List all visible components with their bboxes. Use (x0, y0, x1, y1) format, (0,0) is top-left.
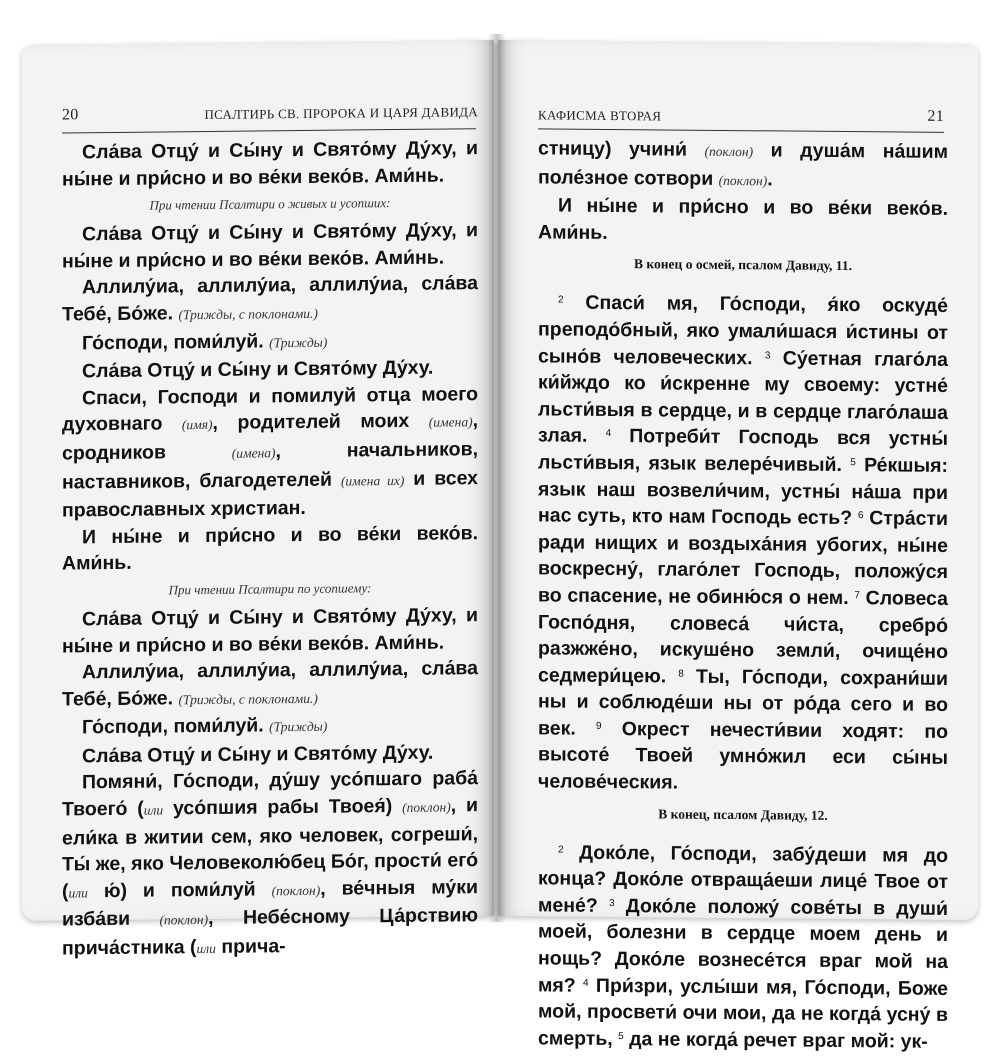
text-run: Сла́ва Отцу́ и Сы́ну и Свято́му Ду́ху. (82, 356, 434, 383)
text-run: Доко́ле положу́ сове́ты в души́ моей, болезни в сердце моем день и нощь? Доко́ле вознесе́тся враг мой на мя? (538, 894, 948, 997)
text-run: . (767, 167, 773, 190)
text-run: Су́етная глаго́ла ки́йждо ко и́скренне му своему: устне́ льсти́выя в сердце, и в сердце глаго́лаша злая. (538, 346, 949, 448)
right-page-text (538, 135, 948, 1055)
text-run: , и ели́ка в житии сем, яко человек, согреши́, Ты́ же, яко Человеколю́бец Бо́г, прости́ его́ ( (62, 794, 479, 903)
text-run: Спаси́ мя, Го́споди, я́ко оскуде́ преподо́бный, яко умали́шася и́стины от сыно́в человеческих. (538, 291, 948, 369)
prayer-paragraph (62, 602, 478, 660)
text-run: Окрест нечести́вии ходят: по высоте́ Твоей умно́жил еси сы́ны челове́ческия. (538, 717, 949, 794)
psalm-title: В конец, псалом Давиду, 12. (658, 806, 828, 823)
verse-number: 4 (605, 428, 612, 440)
continued-paragraph (538, 135, 948, 196)
text-run: Ты, Го́споди, сохрани́ши ны и соблюде́ши ны от ро́да сего и во век. (538, 665, 948, 740)
text-run: Сла́ва Отцу́ и Сы́ну и Свято́му Ду́ху, и ны́не и при́сно и во ве́ки веко́в. Ами́нь. (62, 137, 478, 191)
running-head: ПСАЛТИРЬ СВ. ПРОРОКА И ЦАРЯ ДАВИДА (204, 104, 478, 123)
right-page-header (538, 104, 944, 130)
verse-number: 3 (764, 349, 771, 361)
text-run: Помяни́, Го́споди, ду́шу усо́пшаго раба́ Твоего́ ( (62, 767, 478, 821)
book-spine (488, 34, 506, 922)
text-run: Сла́ва Отцу́ и Сы́ну и Свято́му Ду́ху, и ны́не и при́сно и во ве́ки веко́в. Ами́нь. (62, 219, 478, 273)
prayer-paragraph (538, 193, 948, 250)
verse-number: 2 (558, 844, 564, 856)
left-page (22, 40, 494, 960)
page-number: 20 (62, 106, 79, 124)
prayer-paragraph (62, 271, 478, 331)
liturgical-note: (имена) (428, 414, 473, 431)
text-run: , Небе́сному Ца́рствию прича́стника ( (62, 904, 478, 960)
text-run: стницу) учини́ (538, 137, 705, 161)
liturgical-note: (Трижды, с поклонами.) (178, 690, 318, 707)
text-run: Аллилу́иа, аллилу́иа, аллилу́иа, сла́ва Тебе́, Бо́же. (62, 657, 478, 711)
left-page-text (62, 135, 478, 964)
text-run: Ре́кшыя: язык наш возвели́чим, устны́ на́ша при нас суть, кто нам Господь есть? (538, 454, 948, 530)
prayer-paragraph (62, 710, 478, 743)
text-run: ю́) и поми́луй (87, 878, 272, 903)
prayer-paragraph (538, 290, 948, 799)
rubric-instruction: При чтении Псалтири по усопшему: (168, 580, 372, 598)
text-run: И ны́не и при́сно и во ве́ки веко́в. Ами́нь. (538, 194, 948, 244)
prayer-paragraph (62, 354, 478, 385)
text-run: При́зри, услы́ши мя, Го́споди, Боже мой, просвети́ очи мои, да не когда́ усну́ в смерть, (538, 974, 948, 1050)
verse-number: 5 (618, 1030, 624, 1042)
text-run: Потреби́т Господь вся устны́ льсти́выя, язык велере́чивый. (538, 425, 948, 477)
liturgical-note: (Трижды) (269, 719, 328, 735)
text-run: усо́пшия рабы Твоея́) (163, 795, 403, 820)
text-run: Сла́ва Отцу́ и Сы́ну и Свято́му Ду́ху, и ны́не и при́сно и во ве́ки веко́в. Ами́нь. (62, 604, 478, 658)
text-run: Спаси, Господи и помилуй отца моего духовнаго (62, 382, 478, 436)
text-run: , родителей моих (212, 410, 429, 435)
liturgical-note: (Трижды, с поклонами.) (178, 305, 318, 323)
text-run: Словеса Госпо́дня, словеса́ чи́ста, сребро́ разжже́но, искуше́но земли́, очище́но седмери́цею. (538, 587, 948, 688)
prayer-paragraph (538, 839, 948, 1055)
text-run: , начальников, наставников, благодетелей (62, 438, 478, 494)
prayer-paragraph (62, 135, 478, 193)
verse-number: 5 (850, 457, 856, 469)
liturgical-note: (поклон) (271, 882, 321, 899)
text-run: да не когда́ речет враг мой: ук- (623, 1027, 928, 1053)
liturgical-note: (поклон) (402, 799, 451, 816)
prayer-paragraph (62, 766, 478, 965)
text-run: , сродников (62, 409, 479, 465)
verse-number: 2 (558, 294, 564, 306)
psalm-title: В конец о осмей, псалом Давиду, 11. (634, 256, 852, 274)
rubric-instruction: При чтении Псалтири о живых и усопших: (149, 195, 391, 213)
text-run: Го́споди, поми́луй. (82, 329, 270, 354)
text-run: прича- (215, 935, 286, 958)
verse-number: 7 (854, 590, 860, 602)
right-page (498, 40, 978, 1053)
text-run: и душа́м на́шим поле́зное сотвори (538, 139, 949, 190)
verse-number: 4 (583, 977, 589, 989)
liturgical-note: или (196, 940, 216, 957)
text-run: И ны́не и при́сно и во ве́ки веко́в. Ами́нь. (62, 521, 478, 575)
text-run: , ве́чныя му́ки изба́ви (62, 876, 478, 931)
liturgical-note: или (68, 885, 88, 901)
text-run: Доко́ле, Го́споди, забу́деши мя до конца? Доко́ле отвраща́еши лице́ Твое от мене́? (538, 841, 948, 917)
page-number: 21 (927, 107, 944, 125)
text-run: Стра́сти ради нищих и воздыха́ния убогих, ны́не воскресну́, глаго́лет Господь, положу́ся во спасение, не обиню́ся о нем. (538, 507, 948, 610)
text-run: Аллилу́иа, аллилу́иа, аллилу́иа, сла́ва Тебе́, Бо́же. (62, 272, 478, 326)
text-run: и всех православных христиан. (62, 466, 479, 522)
text-run: Го́споди, поми́луй. (82, 714, 270, 739)
liturgical-note: (поклон) (704, 143, 754, 160)
liturgical-note: (имена) (231, 445, 276, 461)
prayer-paragraph (62, 217, 478, 275)
prayer-paragraph (62, 381, 478, 524)
liturgical-note: (поклон) (159, 912, 209, 928)
liturgical-note: (имя) (181, 417, 213, 433)
open-book (22, 40, 978, 1053)
verse-number: 8 (678, 668, 684, 680)
prayer-paragraph (62, 520, 478, 578)
liturgical-note: (имена их) (340, 472, 405, 489)
left-page-header (62, 104, 478, 130)
liturgical-note: (поклон) (718, 172, 768, 188)
verse-number: 9 (595, 720, 602, 732)
verse-number: 3 (609, 897, 615, 909)
running-head: КАФИСМА ВТОРАЯ (538, 107, 662, 124)
liturgical-note: (Трижды) (269, 334, 328, 350)
prayer-paragraph (62, 655, 478, 715)
liturgical-note: или (143, 802, 164, 818)
text-run: Сла́ва Отцу́ и Сы́ну и Свято́му Ду́ху. (82, 741, 434, 768)
prayer-paragraph (62, 326, 478, 359)
verse-number: 6 (857, 510, 864, 522)
